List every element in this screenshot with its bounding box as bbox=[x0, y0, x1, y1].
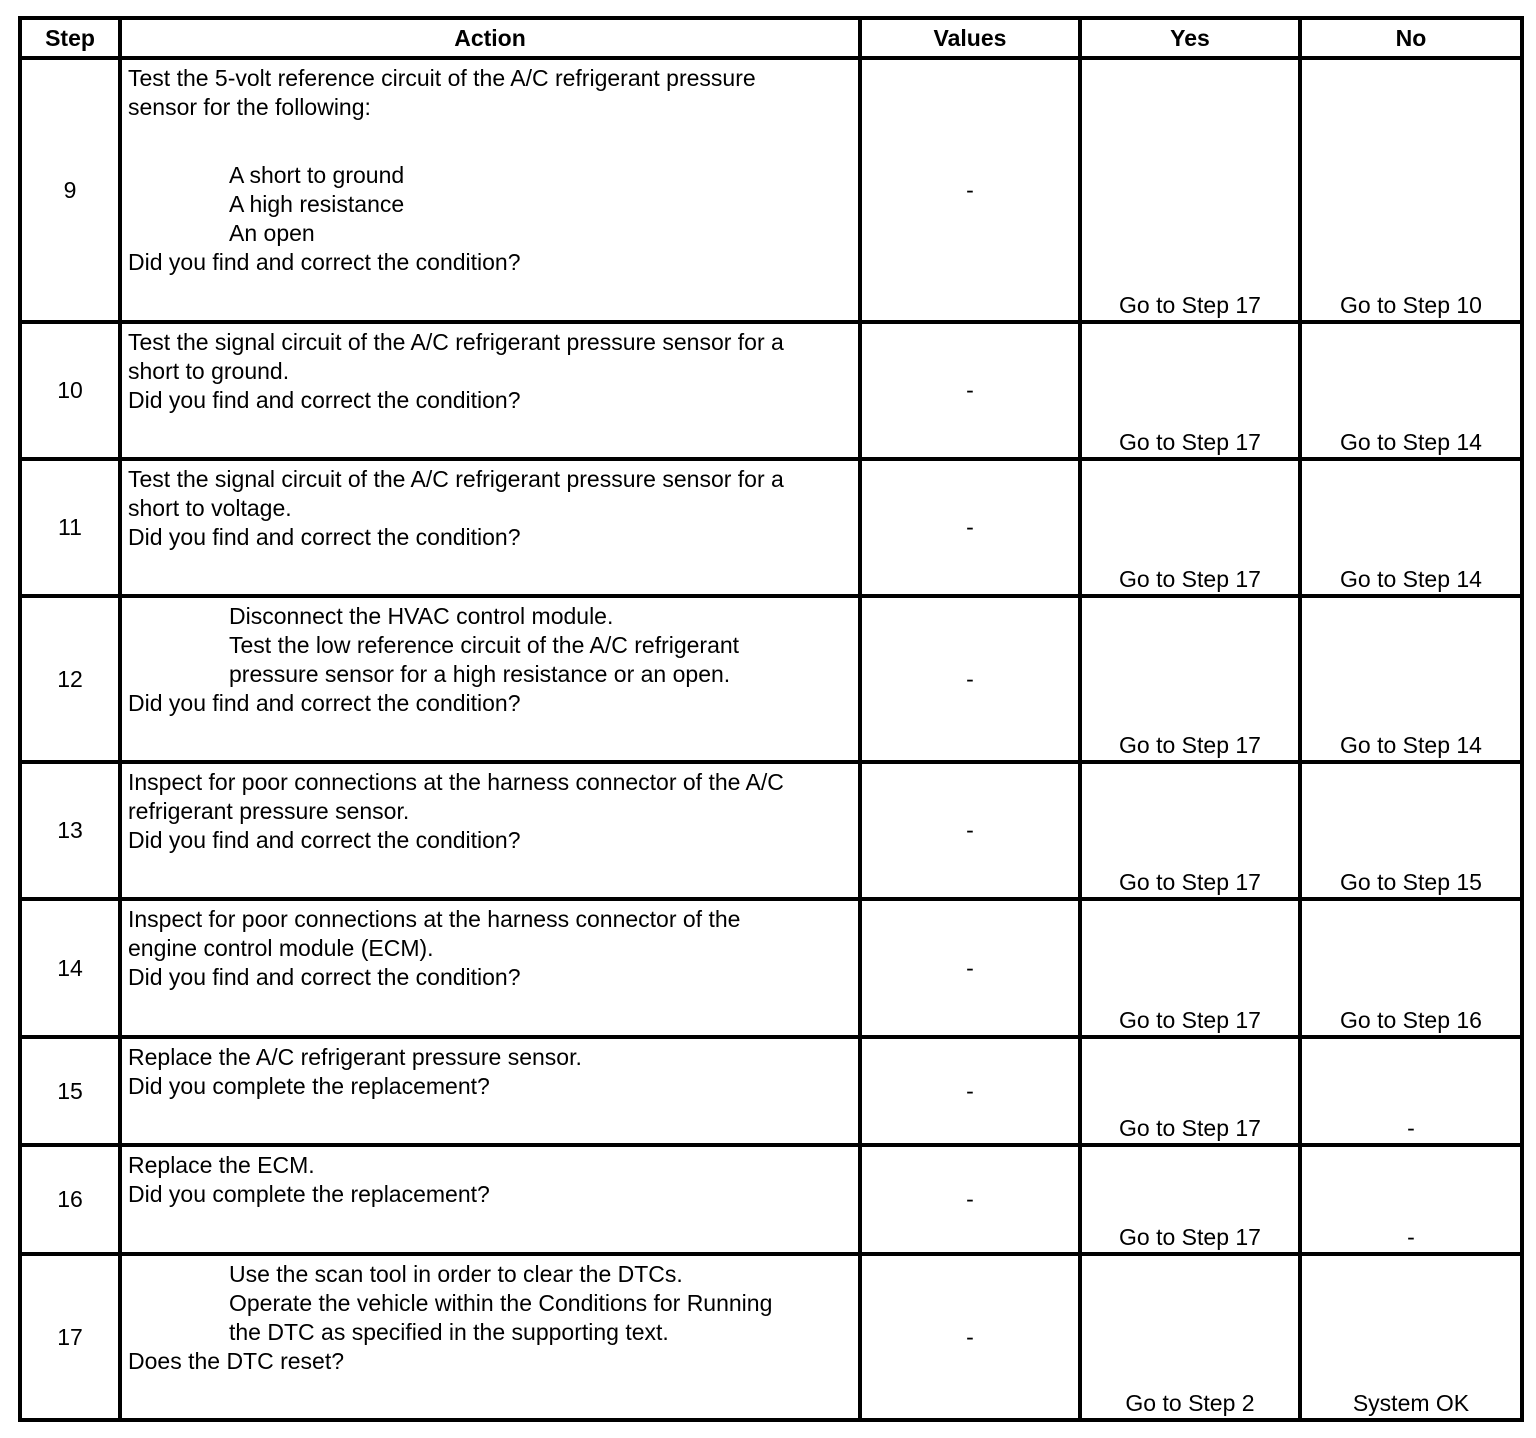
header-step: Step bbox=[20, 18, 120, 58]
step-number: 14 bbox=[20, 899, 120, 1037]
action-text: Test the signal circuit of the A/C refrigerant pressure sensor for a short to ground. bbox=[128, 329, 784, 384]
table-row bbox=[20, 762, 1522, 899]
table-row bbox=[20, 58, 1522, 322]
values-cell: - bbox=[860, 1037, 1080, 1145]
table-row bbox=[20, 1037, 1522, 1145]
table-row bbox=[20, 1145, 1522, 1254]
step-number: 17 bbox=[20, 1254, 120, 1420]
step-number: 15 bbox=[20, 1037, 120, 1145]
table-row bbox=[20, 322, 1522, 459]
action-question: Did you find and correct the condition? bbox=[128, 690, 521, 716]
step-number: 12 bbox=[20, 596, 120, 762]
header-no: No bbox=[1300, 18, 1522, 58]
no-cell: Go to Step 15 bbox=[1300, 762, 1522, 899]
action-sub-items bbox=[128, 161, 850, 248]
header-yes: Yes bbox=[1080, 18, 1300, 58]
values-cell: - bbox=[860, 762, 1080, 899]
yes-cell: Go to Step 17 bbox=[1080, 58, 1300, 322]
values-cell: - bbox=[860, 459, 1080, 596]
step-number: 11 bbox=[20, 459, 120, 596]
list-item: pressure sensor for a high resistance or an open. bbox=[229, 661, 731, 687]
yes-cell: Go to Step 17 bbox=[1080, 762, 1300, 899]
values-cell: - bbox=[860, 1145, 1080, 1254]
no-cell: - bbox=[1300, 1145, 1522, 1254]
list-item: Use the scan tool in order to clear the DTCs. bbox=[229, 1261, 683, 1287]
step-number: 16 bbox=[20, 1145, 120, 1254]
action-text: Test the signal circuit of the A/C refrigerant pressure sensor for a short to voltage. bbox=[128, 466, 784, 521]
action-question: Did you complete the replacement? bbox=[128, 1073, 490, 1099]
header-values: Values bbox=[860, 18, 1080, 58]
action-question: Did you find and correct the condition? bbox=[128, 827, 521, 853]
yes-cell: Go to Step 17 bbox=[1080, 1145, 1300, 1254]
action-question: Did you complete the replacement? bbox=[128, 1181, 490, 1207]
yes-cell: Go to Step 17 bbox=[1080, 899, 1300, 1037]
no-cell: System OK bbox=[1300, 1254, 1522, 1420]
action-cell bbox=[120, 322, 860, 459]
no-cell: Go to Step 10 bbox=[1300, 58, 1522, 322]
action-sub-items bbox=[128, 1260, 850, 1347]
action-cell bbox=[120, 596, 860, 762]
action-question: Did you find and correct the condition? bbox=[128, 387, 521, 413]
action-text: Inspect for poor connections at the harness connector of the A/C refrigerant pressure sensor. bbox=[128, 769, 784, 824]
yes-cell: Go to Step 17 bbox=[1080, 1037, 1300, 1145]
list-item: Disconnect the HVAC control module. bbox=[229, 603, 614, 629]
action-text: Test the 5-volt reference circuit of the A/C refrigerant pressure sensor for the following: bbox=[128, 65, 756, 120]
no-cell: Go to Step 14 bbox=[1300, 322, 1522, 459]
action-text: Replace the ECM. bbox=[128, 1152, 315, 1178]
action-question: Did you find and correct the condition? bbox=[128, 524, 521, 550]
list-item: Test the low reference circuit of the A/C refrigerant bbox=[229, 632, 740, 658]
table-row bbox=[20, 1254, 1522, 1420]
action-cell bbox=[120, 762, 860, 899]
values-cell: - bbox=[860, 596, 1080, 762]
action-question: Did you find and correct the condition? bbox=[128, 964, 521, 990]
table-row bbox=[20, 899, 1522, 1037]
values-cell: - bbox=[860, 58, 1080, 322]
values-cell: - bbox=[860, 322, 1080, 459]
action-sub-items bbox=[128, 602, 850, 689]
action-cell bbox=[120, 899, 860, 1037]
action-question: Did you find and correct the condition? bbox=[128, 249, 521, 275]
action-text: Inspect for poor connections at the harness connector of the engine control module (ECM). bbox=[128, 906, 741, 961]
action-cell bbox=[120, 1254, 860, 1420]
action-cell bbox=[120, 1037, 860, 1145]
list-item: the DTC as specified in the supporting text. bbox=[229, 1319, 669, 1345]
step-number: 10 bbox=[20, 322, 120, 459]
no-cell: - bbox=[1300, 1037, 1522, 1145]
action-cell bbox=[120, 58, 860, 322]
values-cell: - bbox=[860, 1254, 1080, 1420]
header-row bbox=[20, 18, 1522, 58]
diagnostic-table bbox=[18, 16, 1524, 1422]
action-text: Replace the A/C refrigerant pressure sensor. bbox=[128, 1044, 582, 1070]
no-cell: Go to Step 14 bbox=[1300, 596, 1522, 762]
list-item: Operate the vehicle within the Conditions for Running bbox=[229, 1290, 773, 1316]
step-number: 9 bbox=[20, 58, 120, 322]
list-item: A high resistance bbox=[229, 191, 405, 217]
step-number: 13 bbox=[20, 762, 120, 899]
action-cell bbox=[120, 459, 860, 596]
table-row bbox=[20, 459, 1522, 596]
list-item: A short to ground bbox=[229, 162, 405, 188]
yes-cell: Go to Step 2 bbox=[1080, 1254, 1300, 1420]
no-cell: Go to Step 14 bbox=[1300, 459, 1522, 596]
yes-cell: Go to Step 17 bbox=[1080, 459, 1300, 596]
no-cell: Go to Step 16 bbox=[1300, 899, 1522, 1037]
table-row bbox=[20, 596, 1522, 762]
yes-cell: Go to Step 17 bbox=[1080, 322, 1300, 459]
yes-cell: Go to Step 17 bbox=[1080, 596, 1300, 762]
list-item: An open bbox=[229, 220, 315, 246]
action-cell bbox=[120, 1145, 860, 1254]
header-action: Action bbox=[120, 18, 860, 58]
values-cell: - bbox=[860, 899, 1080, 1037]
action-question: Does the DTC reset? bbox=[128, 1348, 345, 1374]
